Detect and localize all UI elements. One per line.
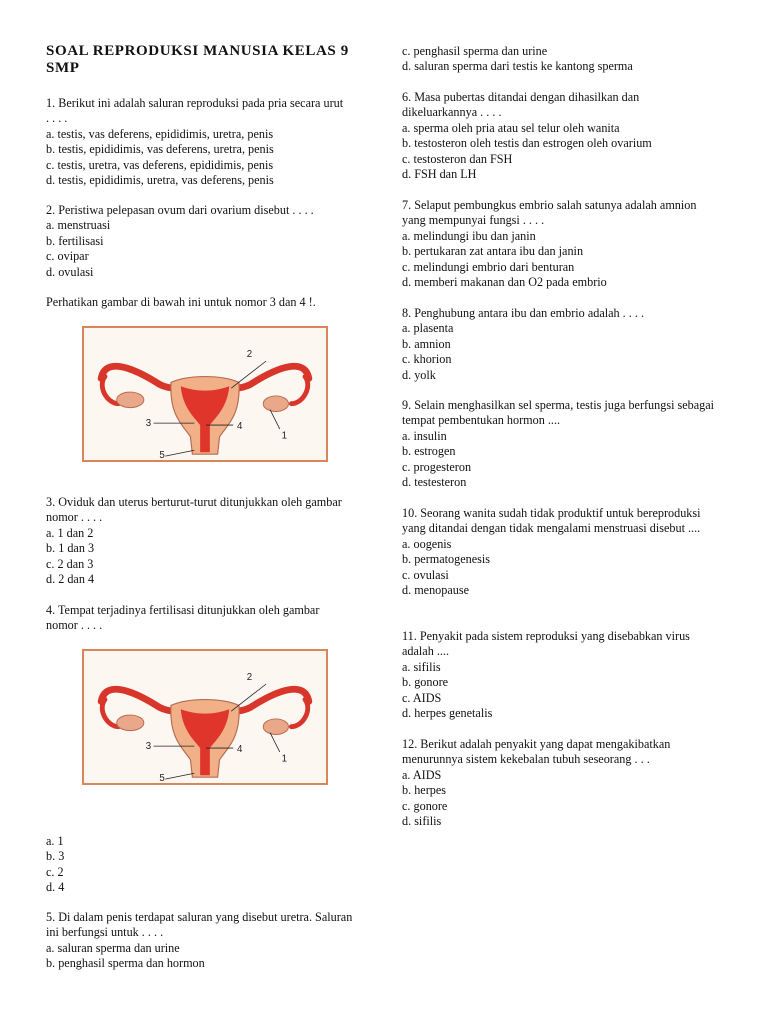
page-title: SOAL REPRODUKSI MANUSIA KELAS 9 SMP xyxy=(46,43,349,76)
question-7 xyxy=(402,198,712,290)
option-a: a. 1 xyxy=(46,834,64,848)
question-stem: 5. Di dalam penis terdapat saluran yang disebut uretra. Saluran ini berfungsi untuk . . . . xyxy=(46,910,353,940)
option-c: c. 2 xyxy=(46,864,64,879)
option-d: d. memberi makanan dan O2 pada embrio xyxy=(402,275,607,290)
option-c: c. penghasil sperma dan urine xyxy=(402,44,548,58)
question-9 xyxy=(402,398,732,490)
question-2 xyxy=(46,203,366,280)
option-b: b. amnion xyxy=(402,336,451,351)
option-d: d. herpes genetalis xyxy=(402,706,493,721)
question-4 xyxy=(46,603,346,634)
option-c: c. testis, uretra, vas deferens, epididimis, penis xyxy=(46,157,274,172)
option-c: c. khorion xyxy=(402,352,452,367)
option-a: a. insulin xyxy=(402,428,447,443)
option-b: b. 1 dan 3 xyxy=(46,541,95,556)
option-a: a. testis, vas deferens, epididimis, uretra, penis xyxy=(46,126,274,141)
figure-label-5: 5 xyxy=(159,450,165,460)
figure-label-2: 2 xyxy=(246,349,253,361)
option-c: c. 2 dan 3 xyxy=(46,556,94,571)
uterus-illustration xyxy=(84,651,326,783)
option-d: d. testesteron xyxy=(402,475,467,490)
figure-label-1: 1 xyxy=(281,430,288,442)
option-b: b. gonore xyxy=(402,675,449,690)
option-d: d. sifilis xyxy=(402,814,442,829)
option-a: a. oogenis xyxy=(402,536,452,551)
option-b: b. pertukaran zat antara ibu dan janin xyxy=(402,244,584,259)
question-11 xyxy=(402,629,722,721)
question-stem: 11. Penyakit pada sistem reproduksi yang disebabkan virus adalah .... xyxy=(402,629,690,659)
option-b: b. permatogenesis xyxy=(402,552,490,567)
option-d: d. menopause xyxy=(402,583,470,598)
option-a: a. sperma oleh pria atau sel telur oleh wanita xyxy=(402,120,620,135)
figure-label-5: 5 xyxy=(159,773,165,783)
question-stem: 2. Peristiwa pelepasan ovum dari ovarium disebut . . . . xyxy=(46,203,314,217)
option-a: a. sifilis xyxy=(402,659,441,674)
option-c: c. gonore xyxy=(402,798,448,813)
figure-label-3: 3 xyxy=(145,741,152,753)
option-a: a. menstruasi xyxy=(46,218,111,233)
option-c: c. testosteron dan FSH xyxy=(402,151,513,166)
option-d: d. ovulasi xyxy=(46,264,94,279)
option-b: b. herpes xyxy=(402,783,446,798)
question-stem: 12. Berikut adalah penyakit yang dapat mengakibatkan menurunnya sistem kekebalan tubuh seseorang . . . xyxy=(402,737,671,767)
question-stem: 9. Selain menghasilkan sel sperma, testis juga berfungsi sebagai tempat pembentukan hormon .... xyxy=(402,398,715,428)
question-5-continued xyxy=(402,44,742,75)
option-d: d. 4 xyxy=(46,880,65,895)
option-b: b. testis, epididimis, vas deferens, uretra, penis xyxy=(46,142,274,157)
option-b: b. 3 xyxy=(46,849,65,864)
question-10 xyxy=(402,506,712,598)
figure-label-1: 1 xyxy=(281,753,288,765)
question-1 xyxy=(46,96,346,188)
option-b: b. estrogen xyxy=(402,444,456,459)
option-c: c. ovulasi xyxy=(402,567,449,582)
uterus-illustration xyxy=(84,328,326,460)
option-b: b. testosteron oleh testis dan estrogen oleh ovarium xyxy=(402,136,652,151)
question-stem: 8. Penghubung antara ibu dan embrio adalah . . . . xyxy=(402,306,644,320)
option-d: d. 2 dan 4 xyxy=(46,572,95,587)
question-5 xyxy=(46,910,366,972)
option-c: c. AIDS xyxy=(402,690,442,705)
option-a: a. melindungi ibu dan janin xyxy=(402,228,536,243)
question-stem: 6. Masa pubertas ditandai dengan dihasilkan dan dikeluarkannya . . . . xyxy=(402,90,640,120)
option-a: a. 1 dan 2 xyxy=(46,525,94,540)
option-d: d. testis, epididimis, uretra, vas deferens, penis xyxy=(46,173,274,188)
question-4-options xyxy=(46,834,346,896)
option-d: d. saluran sperma dari testis ke kantong sperma xyxy=(402,59,633,74)
figure-label-4: 4 xyxy=(237,420,243,432)
question-8 xyxy=(402,306,722,383)
question-stem: 3. Oviduk dan uterus berturut-turut ditunjukkan oleh gambar nomor . . . . xyxy=(46,495,342,525)
option-a: a. AIDS xyxy=(402,767,442,782)
option-b: b. fertilisasi xyxy=(46,233,104,248)
figure-label-4: 4 xyxy=(237,743,243,755)
question-stem: 7. Selaput pembungkus embrio salah satunya adalah amnion yang mempunyai fungsi . . . . xyxy=(402,198,697,228)
question-12 xyxy=(402,737,732,829)
uterus-diagram-2 xyxy=(82,649,328,785)
option-c: c. ovipar xyxy=(46,249,89,264)
question-stem: 10. Seorang wanita sudah tidak produktif untuk bereproduksi yang ditandai dengan tidak mengalami menstruasi disebut .... xyxy=(402,506,701,536)
uterus-diagram-1 xyxy=(82,326,328,462)
option-d: d. FSH dan LH xyxy=(402,167,477,182)
option-d: d. yolk xyxy=(402,367,436,382)
figure-instruction: Perhatikan gambar di bawah ini untuk nomor 3 dan 4 !. xyxy=(46,295,316,309)
option-b: b. penghasil sperma dan hormon xyxy=(46,956,205,971)
option-a: a. saluran sperma dan urine xyxy=(46,940,180,955)
option-a: a. plasenta xyxy=(402,321,454,336)
figure-label-2: 2 xyxy=(246,672,253,684)
question-stem: 1. Berikut ini adalah saluran reproduksi pada pria secara urut . . . . xyxy=(46,96,344,126)
question-6 xyxy=(402,90,702,182)
question-3 xyxy=(46,495,346,587)
option-c: c. melindungi embrio dari benturan xyxy=(402,259,575,274)
question-stem: 4. Tempat terjadinya fertilisasi ditunjukkan oleh gambar nomor . . . . xyxy=(46,603,320,633)
figure-label-3: 3 xyxy=(145,418,152,430)
option-c: c. progesteron xyxy=(402,459,472,474)
